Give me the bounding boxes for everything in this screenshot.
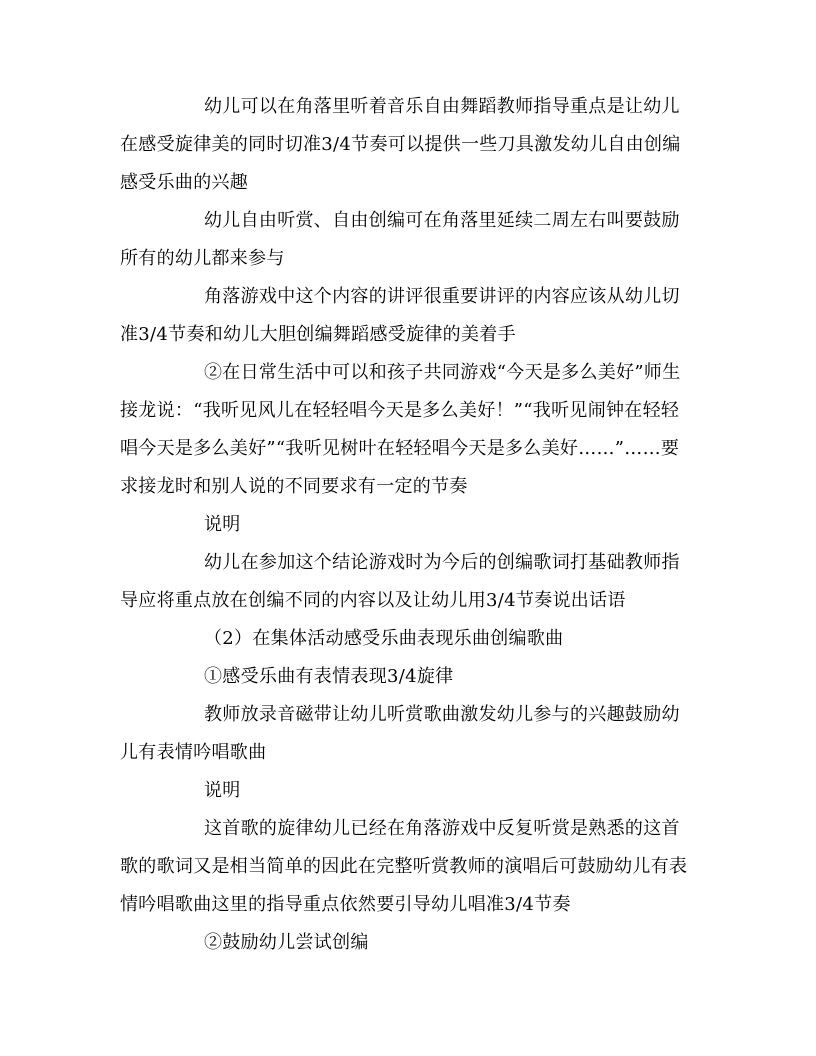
paragraph-2: 幼儿自由听赏、自由创编可在角落里延续二周左右叫要鼓励所有的幼儿都来参与: [120, 210, 680, 269]
paragraph-7-heading: （2）在集体活动感受乐曲表现乐曲创编歌曲: [204, 628, 564, 649]
paragraph-5-label: 说明: [204, 514, 241, 535]
paragraph-10-label: 说明: [204, 780, 241, 801]
paragraph-4: ②在日常生活中可以和孩子共同游戏“今天是多么美好”师生接龙说：“我听见风儿在轻轻唱今天是多么美好！”“我听见闹钟在轻轻唱今天是多么美好”“我听见树叶在轻轻唱今天是多么美好……”……要求接龙时和别人说的不同要求有一定的节奏: [120, 362, 681, 497]
paragraph-9: 教师放录音磁带让幼儿听赏歌曲激发幼儿参与的兴趣鼓励幼儿有表情吟唱歌曲: [120, 704, 680, 763]
paragraph-8-subheading: ①感受乐曲有表情表现3/4旋律: [204, 666, 454, 687]
document-body: [120, 88, 696, 962]
paragraph-6: 幼儿在参加这个结论游戏时为今后的创编歌词打基础教师指导应将重点放在创编不同的内容以及让幼儿用3/4节奏说出话语: [120, 552, 680, 611]
paragraph-11: 这首歌的旋律幼儿已经在角落游戏中反复听赏是熟悉的这首歌的歌词又是相当简单的因此在完整听赏教师的演唱后可鼓励幼儿有表情吟唱歌曲这里的指导重点依然要引导幼儿唱准3/4节奏: [120, 818, 688, 915]
paragraph-12-subheading: ②鼓励幼儿尝试创编: [204, 932, 369, 953]
paragraph-1: 幼儿可以在角落里听着音乐自由舞蹈教师指导重点是让幼儿在感受旋律美的同时切准3/4节奏可以提供一些刀具激发幼儿自由创编感受乐曲的兴趣: [120, 96, 681, 193]
paragraph-3: 角落游戏中这个内容的讲评很重要讲评的内容应该从幼儿切准3/4节奏和幼儿大胆创编舞蹈感受旋律的美着手: [120, 286, 680, 345]
